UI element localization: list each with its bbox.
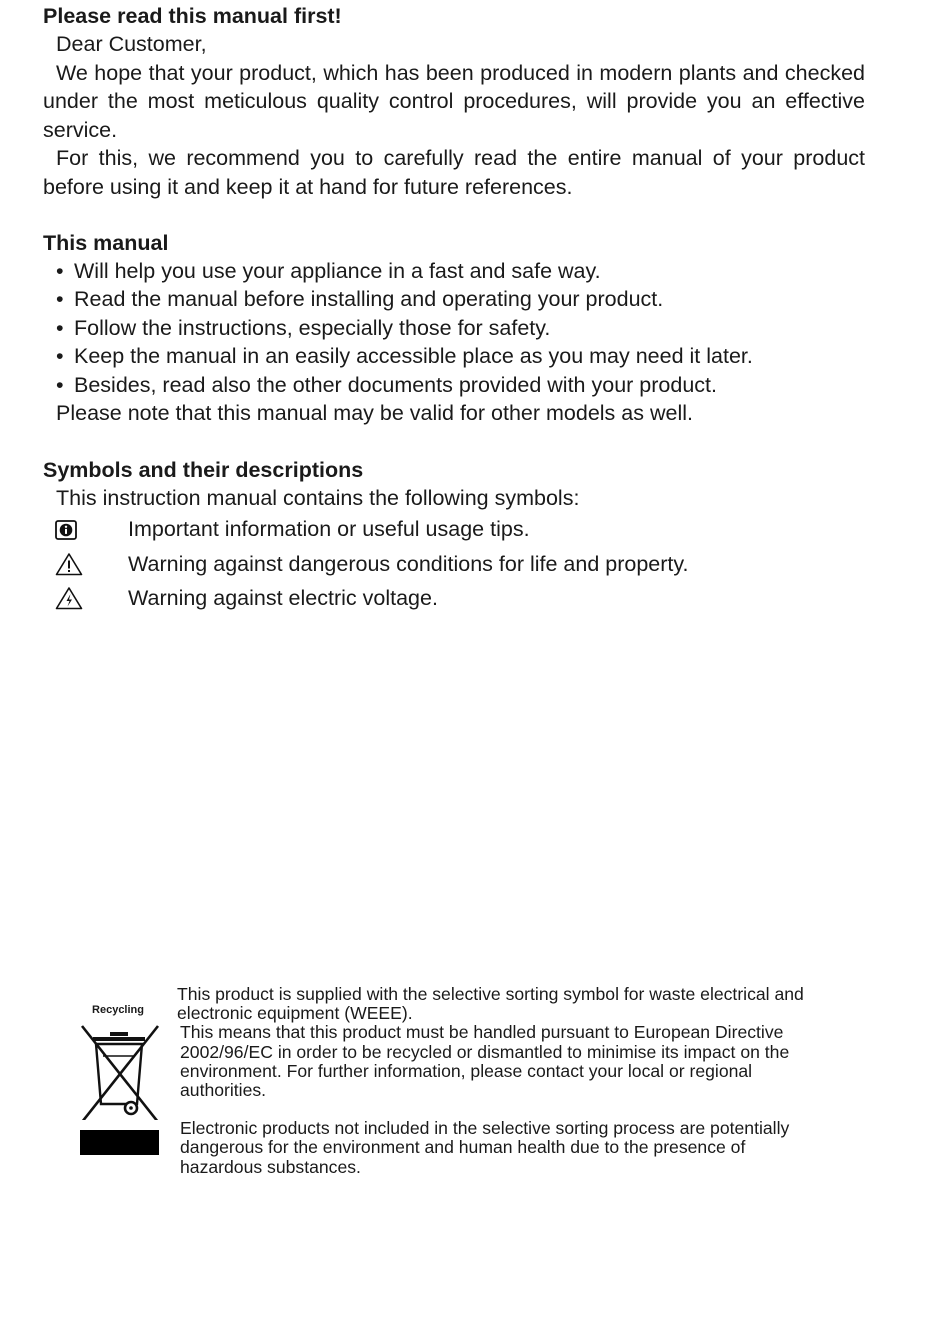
recycling-logo bbox=[78, 1004, 162, 1120]
recycling-paragraph-2: Electronic products not included in the selective sorting process are potentially dangerous for the environment and human health due to the presence of hazardous substances. bbox=[180, 1118, 790, 1177]
list-item: • Will help you use your appliance in a fast and safe way. bbox=[56, 259, 601, 283]
recycling-text-block bbox=[177, 985, 817, 1177]
this-manual-title: This manual bbox=[43, 231, 169, 255]
greeting: Dear Customer, bbox=[56, 32, 207, 56]
list-item: • Keep the manual in an easily accessible place as you may need it later. bbox=[56, 344, 753, 369]
intro-section bbox=[43, 2, 865, 202]
symbols-intro: This instruction manual contains the following symbols: bbox=[56, 486, 580, 510]
symbol-text-info: Important information or useful usage tips. bbox=[128, 517, 530, 542]
intro-title: Please read this manual first! bbox=[43, 4, 342, 28]
manual-bullet-list bbox=[43, 257, 865, 399]
symbol-row-electric bbox=[43, 581, 865, 615]
list-item: • Besides, read also the other documents provided with your product. bbox=[56, 372, 717, 397]
recycling-label: Recycling bbox=[92, 1004, 144, 1016]
intro-paragraph-2: For this, we recommend you to carefully read the entire manual of your product before using it and keep it at hand for future references. bbox=[43, 146, 865, 199]
crossed-bin-icon bbox=[78, 1016, 162, 1120]
warning-triangle-icon bbox=[43, 552, 128, 576]
symbols-title: Symbols and their descriptions bbox=[43, 458, 364, 482]
electric-warning-icon bbox=[43, 586, 128, 610]
this-manual-section bbox=[43, 229, 865, 428]
recycling-paragraph-1b: This means that this product must be handled pursuant to European Directive 2002/96/EC in order to be recycled or dismantled to minimise its impact on the environment. For further information, please contact your local or regional authorities. bbox=[180, 1022, 790, 1101]
manual-note: Please note that this manual may be valid for other models as well. bbox=[56, 401, 693, 426]
recycling-bar bbox=[80, 1130, 159, 1155]
symbol-row-warning bbox=[43, 547, 865, 581]
intro-paragraph-1: We hope that your product, which has been produced in modern plants and checked under the most meticulous quality control procedures, will provide you an effective service. bbox=[43, 60, 865, 142]
list-item: • Read the manual before installing and operating your product. bbox=[56, 287, 664, 312]
symbol-row-info bbox=[43, 513, 865, 547]
recycling-paragraph-1a: This product is supplied with the selective sorting symbol for waste electrical and electronic equipment (WEEE). bbox=[177, 984, 804, 1024]
symbol-text-warning: Warning against dangerous conditions for life and property. bbox=[128, 551, 689, 576]
symbols-section bbox=[43, 456, 865, 615]
symbol-text-electric: Warning against electric voltage. bbox=[128, 585, 438, 610]
list-item: • Follow the instructions, especially those for safety. bbox=[56, 315, 551, 340]
info-icon bbox=[43, 520, 128, 540]
